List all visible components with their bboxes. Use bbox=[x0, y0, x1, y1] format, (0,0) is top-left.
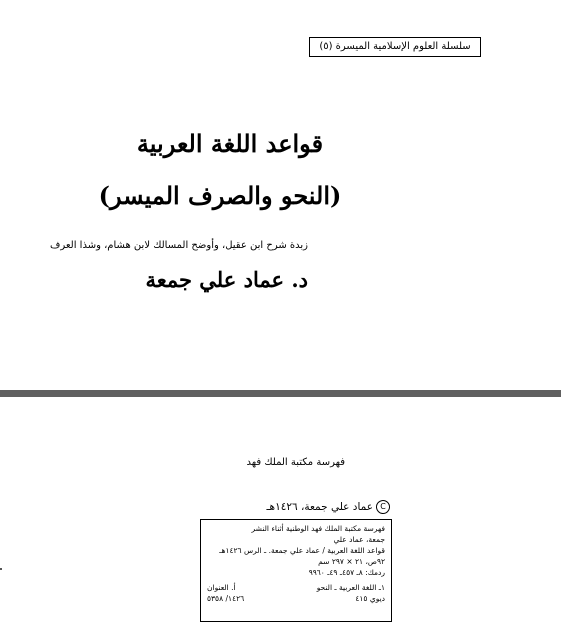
cip-subject-row bbox=[207, 582, 385, 593]
cataloging-record-box bbox=[200, 519, 392, 622]
cip-dewey: ديوي ٤١٥ bbox=[355, 594, 385, 603]
cip-line: قواعد اللغة العربية / عماد علي جمعة. ـ الرس ١٤٢٦هـ bbox=[219, 546, 385, 555]
copyright-line bbox=[255, 499, 390, 515]
cip-classification-row bbox=[207, 593, 385, 604]
cip-subject: ١ـ اللغة العربية ـ النحو bbox=[316, 583, 385, 592]
cip-line: فهرسة مكتبة الملك فهد الوطنية أثناء النشر bbox=[251, 524, 385, 533]
book-title: قواعد اللغة العربية bbox=[136, 129, 324, 158]
book-description: زبدة شرح ابن عقيل، وأوضح المسالك لابن هشام، وشذا العرف bbox=[49, 240, 308, 251]
series-label: سلسلة العلوم الإسلامية الميسرة (٥) bbox=[319, 41, 471, 52]
book-author: د. عماد علي جمعة bbox=[145, 267, 308, 292]
cip-line: ردمك: ٨ـ ٤٥٧ـ ٤٩ـ ٩٩٦٠ bbox=[308, 568, 385, 577]
series-label-box bbox=[309, 37, 481, 57]
copyright-text: عماد علي جمعة، ١٤٢٦هـ bbox=[266, 501, 373, 513]
cip-deposit-number: ١٤٢٦/ ٥٣٥٨ bbox=[207, 594, 245, 603]
copyright-icon: C bbox=[376, 500, 390, 514]
scan-mark bbox=[0, 568, 2, 570]
cip-line: جمعة، عماد علي bbox=[333, 535, 385, 544]
book-subtitle: (النحو والصرف الميسر) bbox=[98, 181, 342, 210]
cip-title-entry: أ. العنوان bbox=[207, 583, 236, 592]
cip-line: ٩٢ص، ٢١ × ٢٩٧ سم bbox=[318, 557, 385, 566]
cip-heading: فهرسة مكتبة الملك فهد bbox=[246, 457, 345, 468]
page-divider bbox=[0, 390, 561, 397]
